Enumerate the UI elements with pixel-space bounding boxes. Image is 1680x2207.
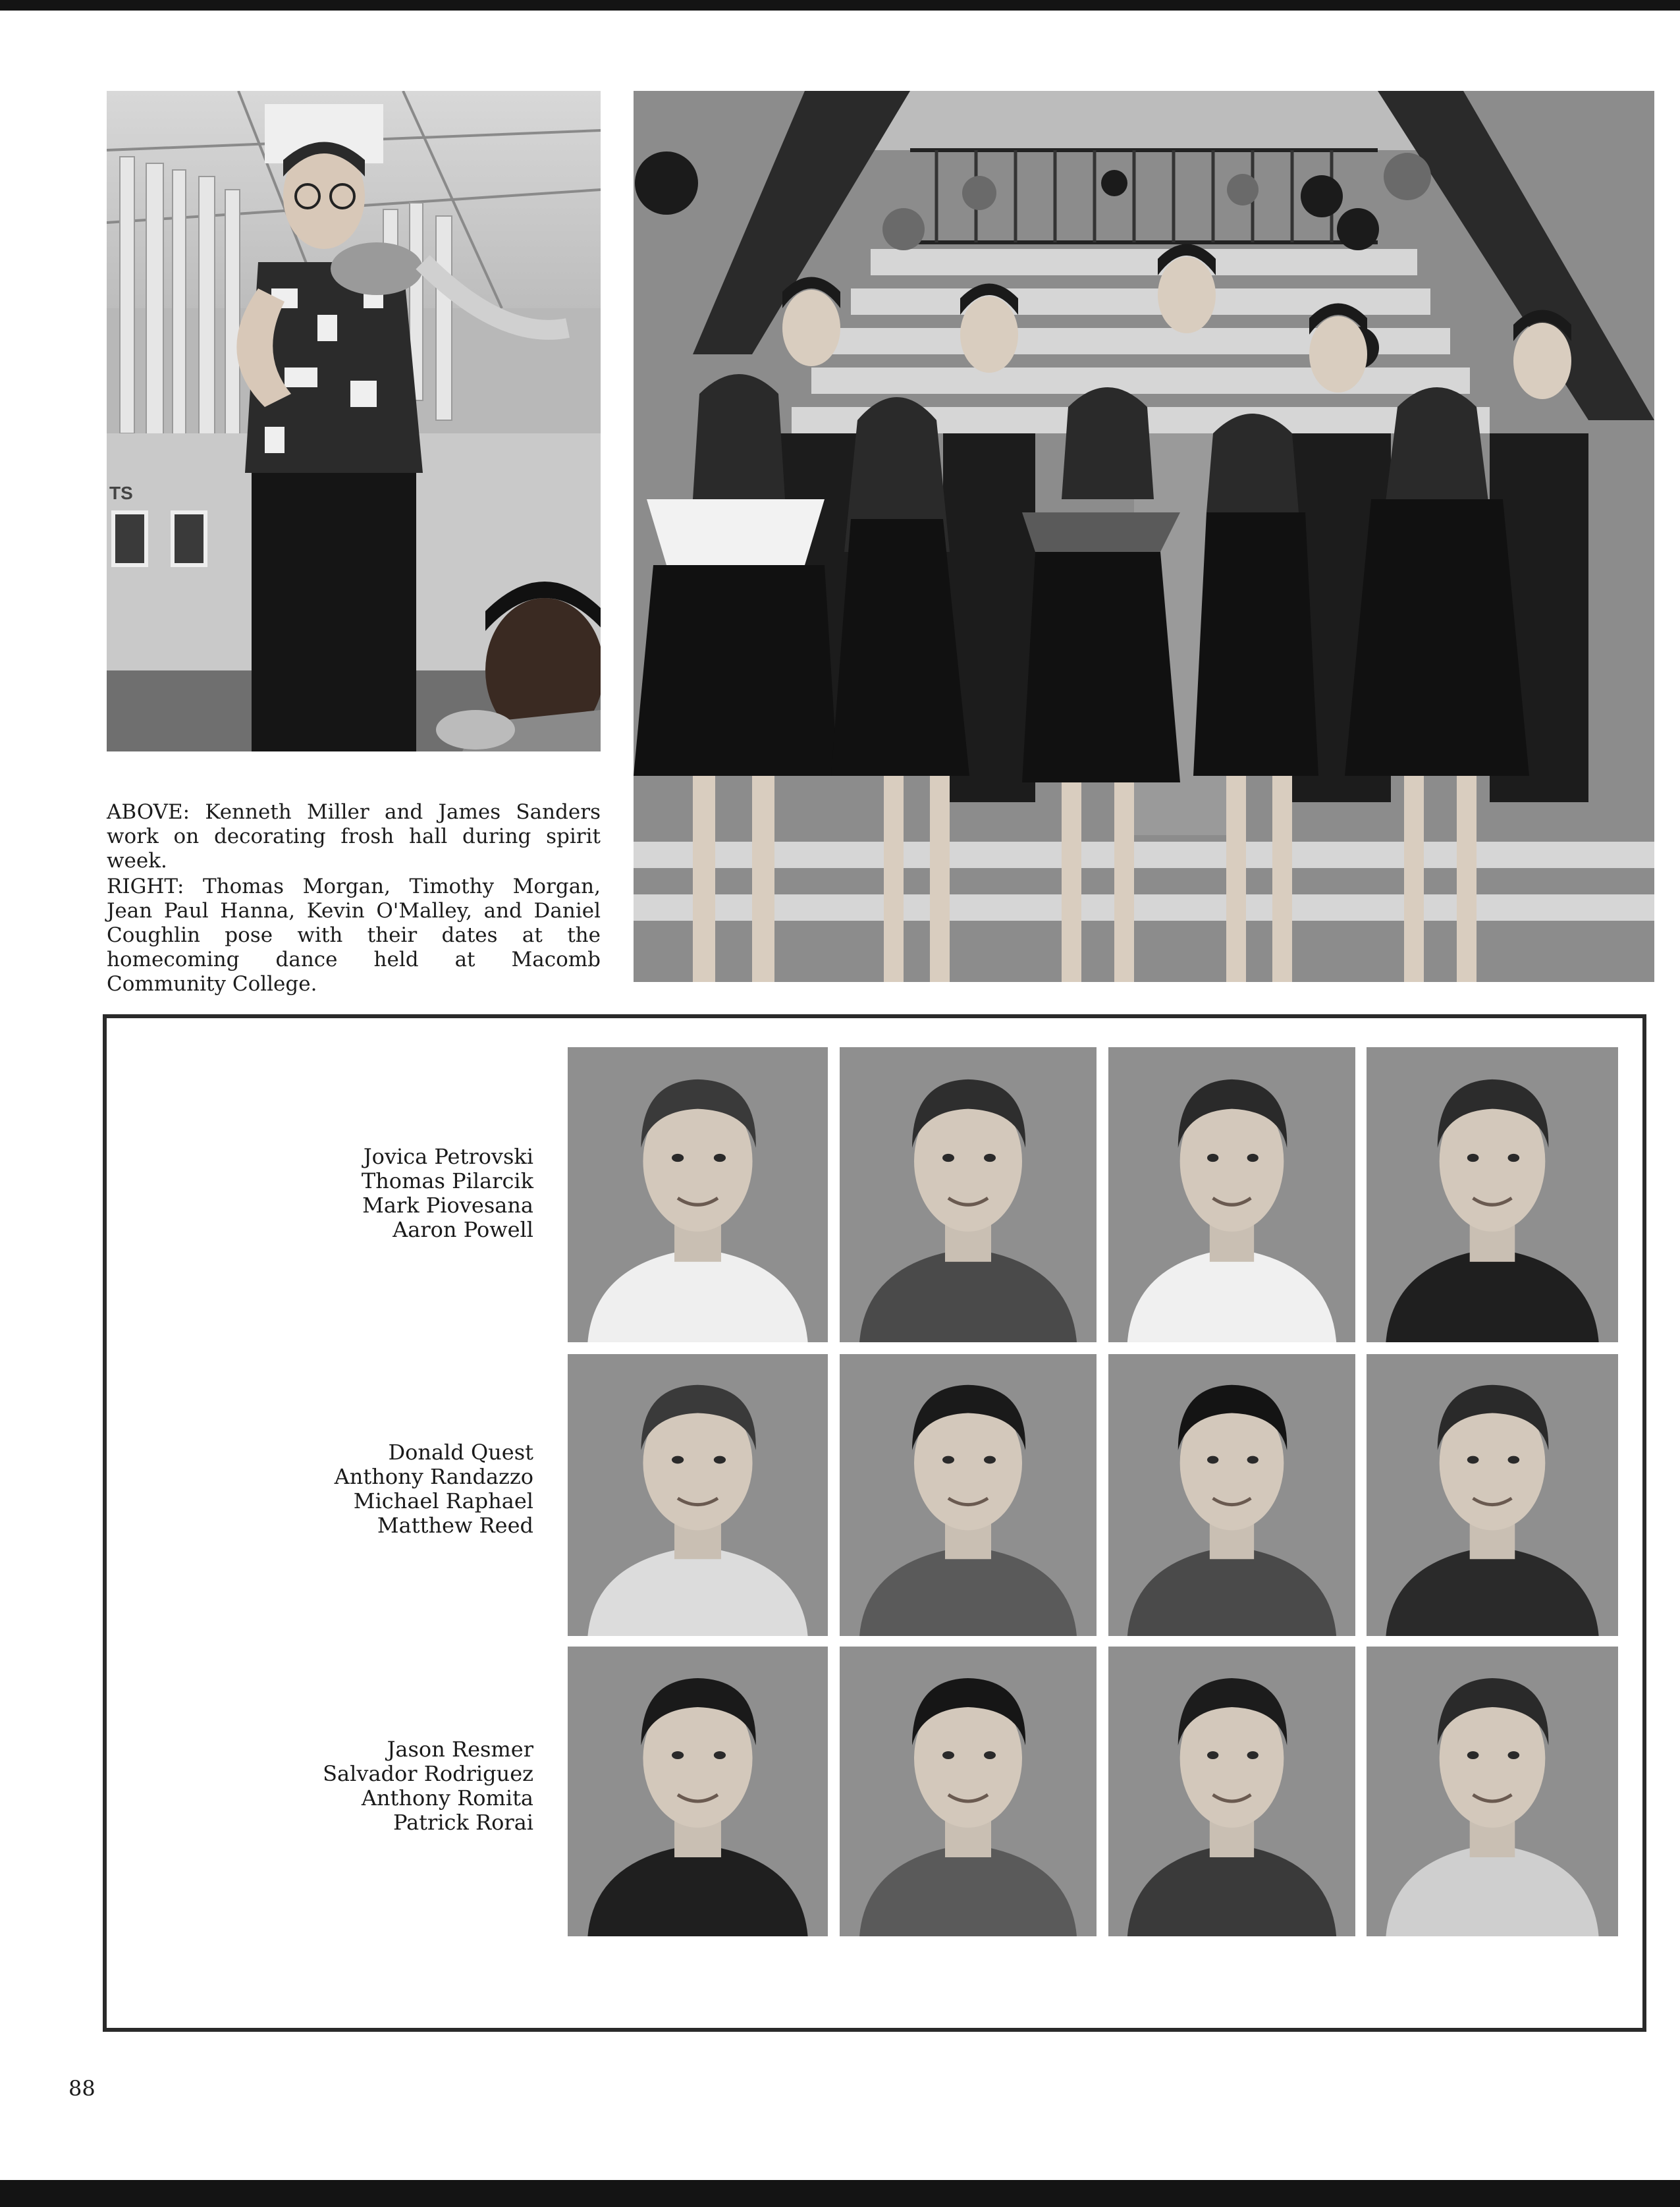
student-name: Jason Resmer bbox=[387, 1737, 533, 1762]
caption-right: RIGHT: Thomas Morgan, Timothy Morgan, Jean Paul Hanna, Kevin O'Malley, and Daniel Coughlin pose with their dates at the homecoming dance held at Macomb Community College. bbox=[107, 875, 601, 996]
student-portrait-photo bbox=[1367, 1354, 1618, 1636]
photo-homecoming-graphic bbox=[634, 91, 1654, 982]
student-name: Anthony Romita bbox=[361, 1785, 533, 1811]
student-portrait-photo bbox=[1108, 1647, 1355, 1936]
student-portrait-photo bbox=[1108, 1354, 1355, 1636]
portrait-graphic bbox=[840, 1647, 1097, 1936]
scan-edge-top bbox=[0, 0, 1680, 11]
student-portrait-photo bbox=[568, 1354, 828, 1636]
hall-wall-sign-text: TS bbox=[109, 483, 133, 503]
student-name: Mark Piovesana bbox=[362, 1193, 533, 1218]
page-number: 88 bbox=[68, 2076, 95, 2101]
caption-above: ABOVE: Kenneth Miller and James Sanders work on decorating frosh hall during spirit week. bbox=[107, 800, 601, 873]
photo-frosh-hall-graphic bbox=[107, 91, 601, 751]
portrait-graphic bbox=[840, 1047, 1097, 1342]
student-name: Thomas Pilarcik bbox=[361, 1168, 533, 1193]
student-portrait-photo bbox=[840, 1354, 1097, 1636]
portrait-graphic bbox=[568, 1047, 828, 1342]
student-name: Patrick Rorai bbox=[393, 1810, 533, 1835]
scan-edge-bottom bbox=[0, 2180, 1680, 2207]
name-list-row-2 bbox=[250, 1440, 533, 1538]
student-portrait-photo bbox=[1367, 1047, 1618, 1342]
student-portrait-photo bbox=[840, 1647, 1097, 1936]
student-name: Donald Quest bbox=[388, 1440, 533, 1465]
portrait-graphic bbox=[568, 1354, 828, 1636]
portrait-graphic bbox=[568, 1647, 828, 1936]
student-name: Anthony Randazzo bbox=[334, 1464, 533, 1489]
name-list-row-3 bbox=[250, 1737, 533, 1835]
photo-frosh-hall-decorating bbox=[107, 91, 601, 751]
portrait-graphic bbox=[1108, 1047, 1355, 1342]
portrait-graphic bbox=[1108, 1647, 1355, 1936]
portrait-graphic bbox=[1367, 1047, 1618, 1342]
student-name: Michael Raphael bbox=[353, 1488, 533, 1513]
student-name: Salvador Rodriguez bbox=[323, 1761, 533, 1786]
portrait-graphic bbox=[1367, 1647, 1618, 1936]
portrait-graphic bbox=[1367, 1354, 1618, 1636]
student-name: Aaron Powell bbox=[393, 1217, 533, 1242]
portrait-graphic bbox=[1108, 1354, 1355, 1636]
student-portrait-photo bbox=[568, 1047, 828, 1342]
portrait-graphic bbox=[840, 1354, 1097, 1636]
student-portrait-photo bbox=[1367, 1647, 1618, 1936]
name-list-row-1 bbox=[250, 1145, 533, 1242]
student-portrait-photo bbox=[568, 1647, 828, 1936]
student-name: Matthew Reed bbox=[377, 1513, 533, 1538]
photo-homecoming-dance-group bbox=[634, 91, 1654, 982]
student-name: Jovica Petrovski bbox=[363, 1144, 533, 1169]
student-portrait-photo bbox=[840, 1047, 1097, 1342]
student-portrait-photo bbox=[1108, 1047, 1355, 1342]
